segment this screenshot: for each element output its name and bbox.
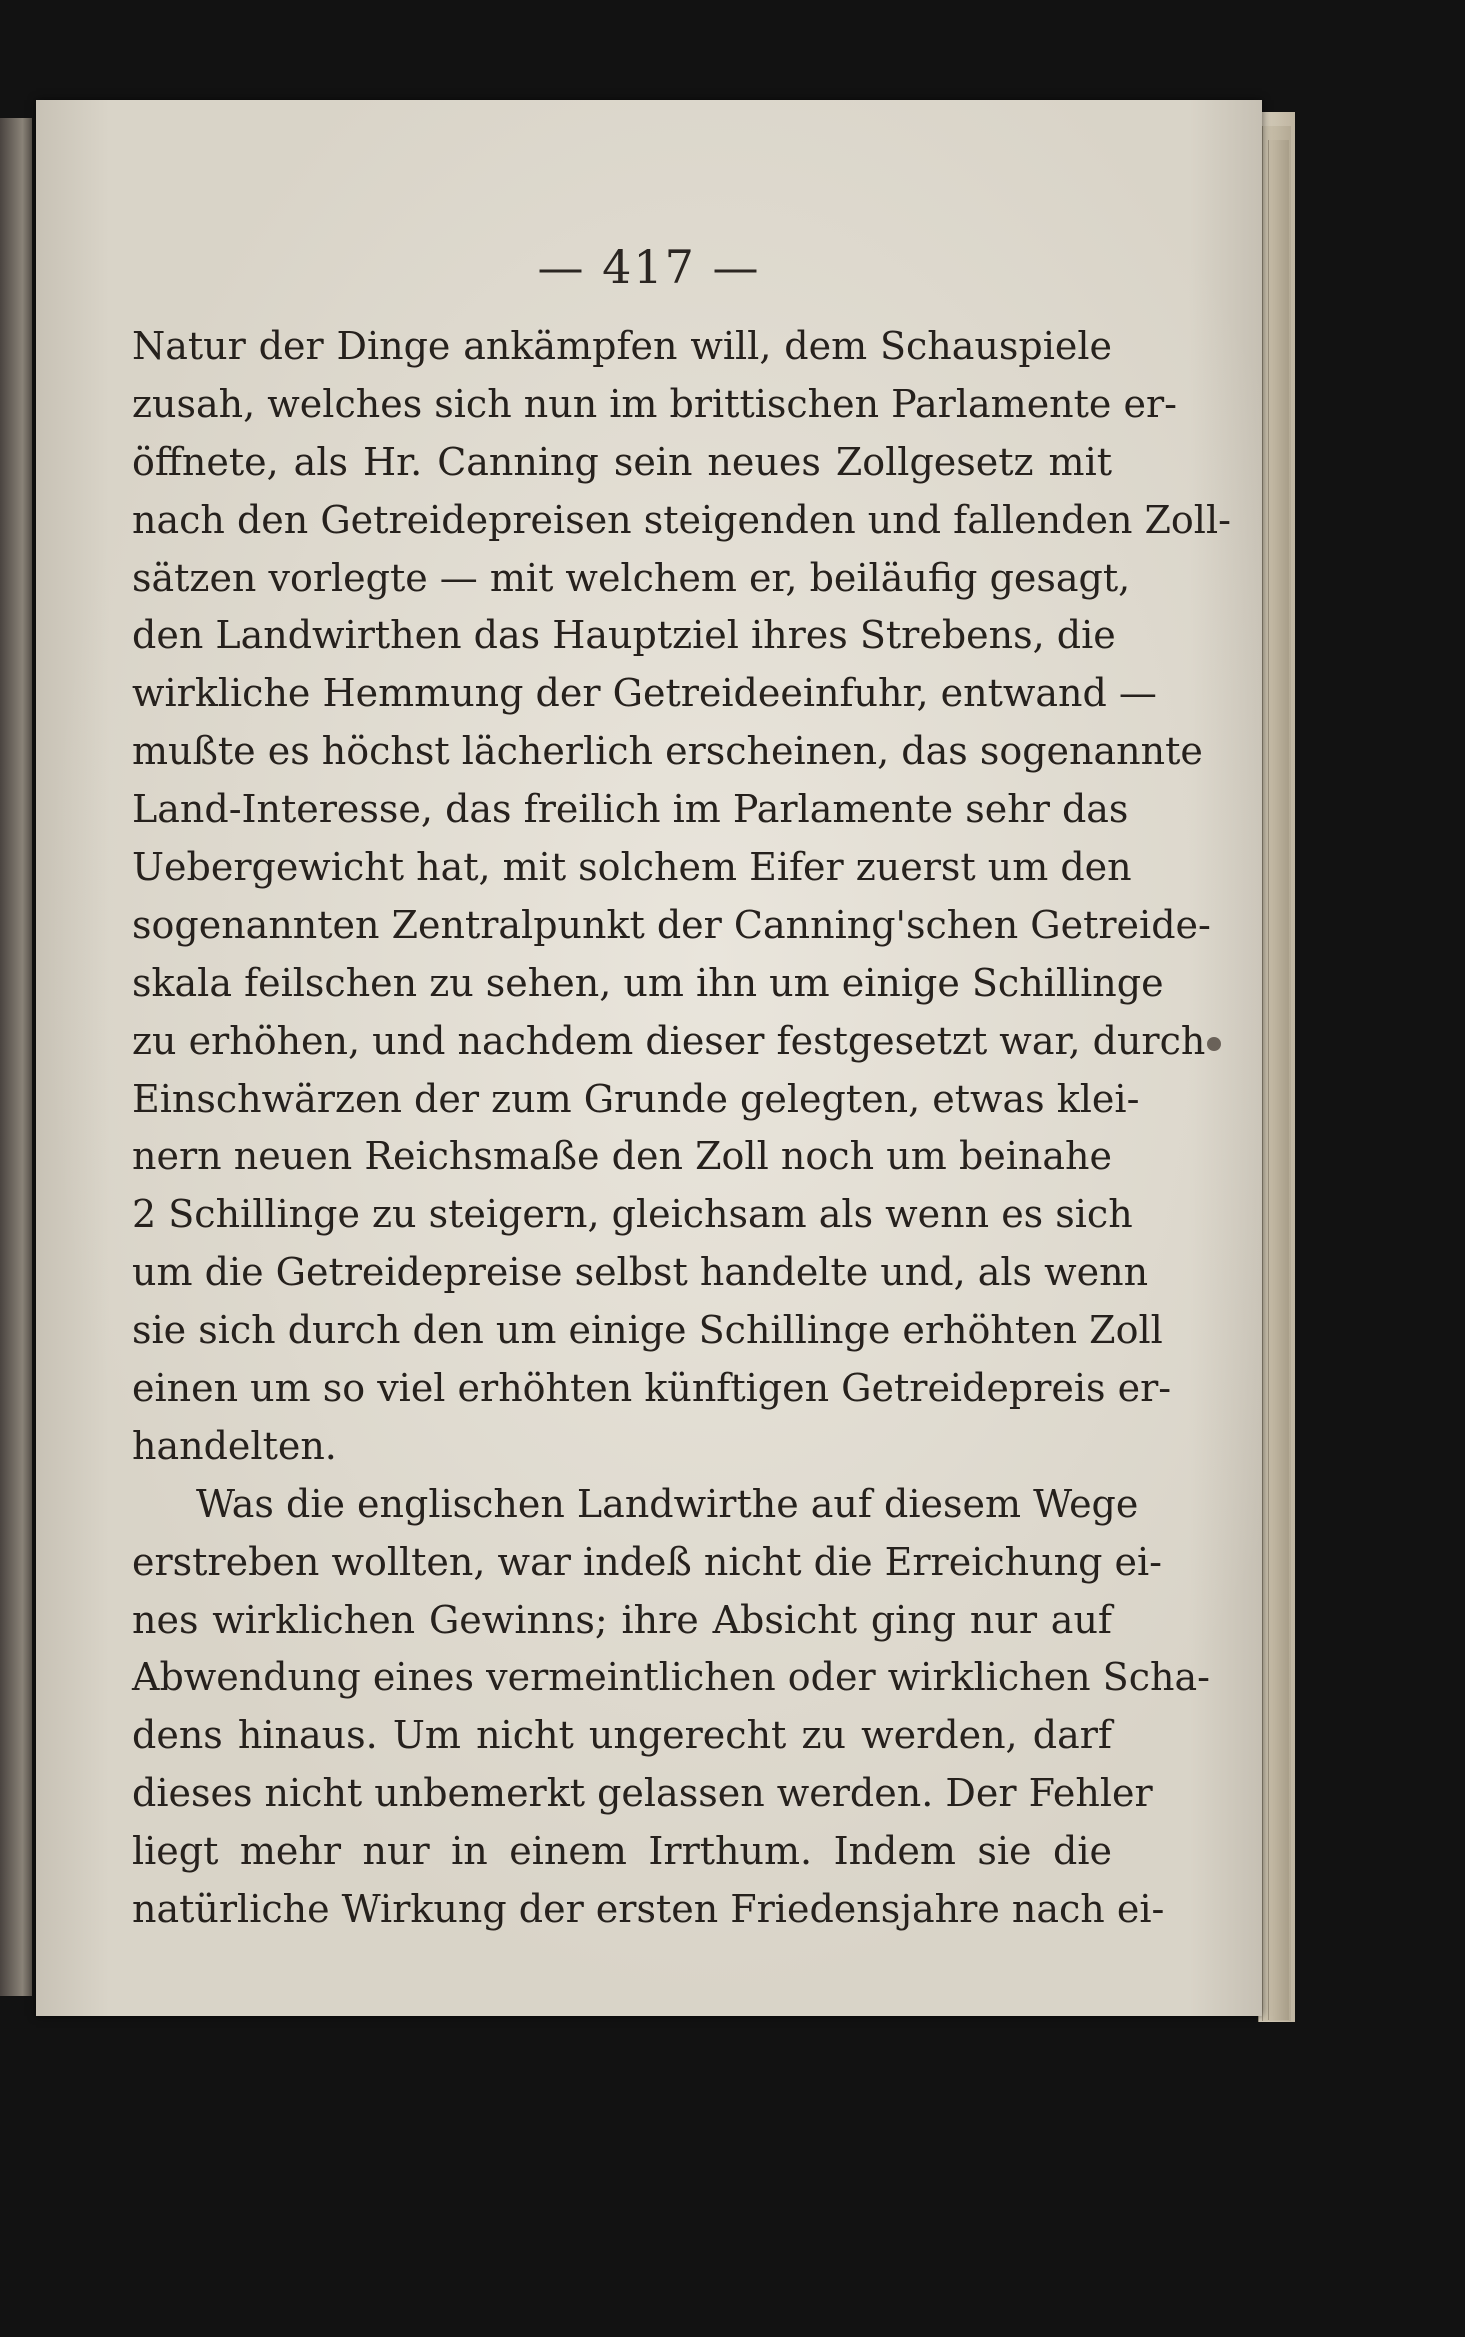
text-line: den Landwirthen das Hauptziel ihres Strebens, die [132,613,1116,658]
text-line: Abwendung eines vermeintlichen oder wirklichen Scha- [132,1655,1210,1700]
page-number: — 417 — [537,240,761,294]
text-line: 2 Schillinge zu steigern, gleichsam als wenn es sich [132,1192,1133,1237]
text-line: nern neuen Reichsmaße den Zoll noch um beinahe [132,1134,1112,1179]
text-line: sogenannten Zentralpunkt der Canning'schen Getreide- [132,902,1211,947]
paragraph-end-line: handelten. [132,1423,337,1468]
text-line: dens hinaus. Um nicht ungerecht zu werden, darf [132,1713,1112,1758]
text-line: Land-Interesse, das freilich im Parlamente sehr das [132,787,1129,832]
book-page [36,100,1262,2016]
text-line: nach den Getreidepreisen steigenden und fallenden Zoll- [132,497,1231,542]
text-line: Einschwärzen der zum Grunde gelegten, etwas klei- [132,1076,1140,1121]
text-line: erstreben wollten, war indeß nicht die Erreichung ei- [132,1539,1162,1584]
body-text [132,318,1231,1939]
paragraph-start-line: Was die englischen Landwirthe auf diesem Wege [196,1481,1139,1526]
text-line: zu erhöhen, und nachdem dieser festgesetzt war, durch [132,1018,1206,1063]
text-line: wirkliche Hemmung der Getreideeinfuhr, entwand — [132,671,1157,716]
text-line: Natur der Dinge ankämpfen will, dem Schauspiele [132,324,1112,368]
text-line: natürliche Wirkung der ersten Friedensjahre nach ei- [132,1887,1165,1932]
text-line: sätzen vorlegte — mit welchem er, beiläufig gesagt, [132,555,1131,600]
text-line: liegt mehr nur in einem Irrthum. Indem sie die [132,1829,1112,1874]
text-line: nes wirklichen Gewinns; ihre Absicht ging nur auf [132,1597,1112,1642]
text-line: einen um so viel erhöhten künftigen Getreidepreis er- [132,1366,1172,1411]
page-stack-edge [1268,140,1289,2020]
text-line: dieses nicht unbemerkt gelassen werden. Der Fehler [132,1771,1153,1816]
text-line: zusah, welches sich nun im brittischen Parlamente er- [132,381,1177,426]
text-line: Uebergewicht hat, mit solchem Eifer zuerst um den [132,845,1132,890]
text-line: mußte es höchst lächerlich erscheinen, das sogenannte [132,729,1203,774]
text-line: öffnete, als Hr. Canning sein neues Zollgesetz mit [132,439,1112,484]
text-line: um die Getreidepreise selbst handelte und, als wenn [132,1250,1149,1295]
text-line: sie sich durch den um einige Schillinge erhöhten Zoll [132,1308,1163,1353]
text-line: skala feilschen zu sehen, um ihn um einige Schillinge [132,960,1164,1005]
left-page-edge [0,118,32,1996]
paper-speck [1207,1037,1221,1051]
